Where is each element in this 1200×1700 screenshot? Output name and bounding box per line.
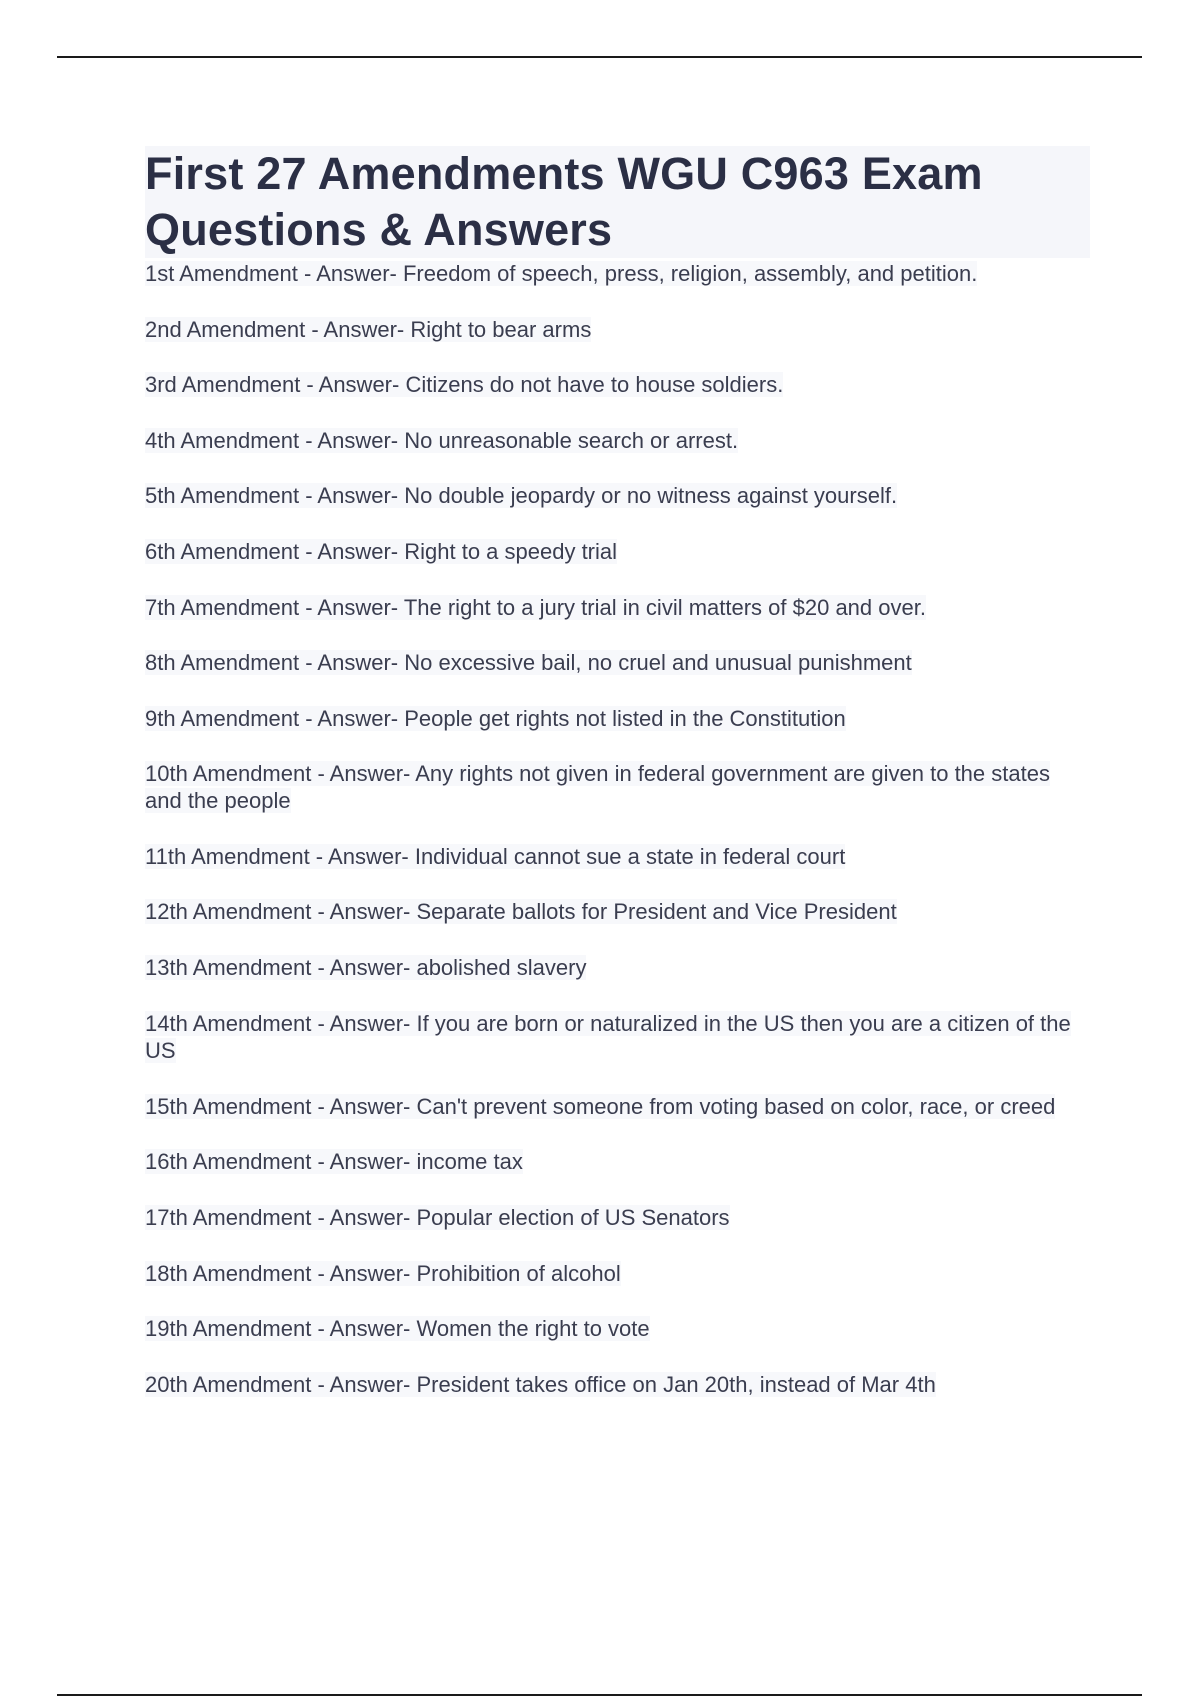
amendment-15-text: 15th Amendment - Answer- Can't prevent someone from voting based on color, race, or creed [145,1094,1056,1119]
amendment-18-text: 18th Amendment - Answer- Prohibition of alcohol [145,1261,621,1286]
list-item [145,316,1090,343]
amendment-7-text: 7th Amendment - Answer- The right to a jury trial in civil matters of $20 and over. [145,595,926,620]
amendment-10-text: 10th Amendment - Answer- Any rights not given in federal government are given to the states and the people [145,761,1050,813]
amendment-12-text: 12th Amendment - Answer- Separate ballots for President and Vice President [145,899,897,924]
list-item [145,1315,1090,1342]
list-item [145,260,1090,287]
list-item [145,594,1090,621]
amendment-2-text: 2nd Amendment - Answer- Right to bear arms [145,317,592,342]
amendment-1-text: 1st Amendment - Answer- Freedom of speech, press, religion, assembly, and petition. [145,261,978,286]
document-title [145,146,1090,258]
list-item [145,482,1090,509]
title-line-2: Questions & Answers [145,204,613,255]
list-item [145,538,1090,565]
amendment-8-text: 8th Amendment - Answer- No excessive bail, no cruel and unusual punishment [145,650,912,675]
amendment-13-text: 13th Amendment - Answer- abolished slavery [145,955,587,980]
amendment-19-text: 19th Amendment - Answer- Women the right to vote [145,1316,650,1341]
document-body [145,146,1090,1398]
amendment-16-text: 16th Amendment - Answer- income tax [145,1149,523,1174]
amendment-20-text: 20th Amendment - Answer- President takes office on Jan 20th, instead of Mar 4th [145,1372,936,1397]
amendment-4-text: 4th Amendment - Answer- No unreasonable search or arrest. [145,428,739,453]
list-item [145,1010,1090,1064]
list-item [145,705,1090,732]
title-line-1: First 27 Amendments WGU C963 Exam [145,148,983,199]
amendment-5-text: 5th Amendment - Answer- No double jeopardy or no witness against yourself. [145,483,898,508]
amendment-11-text: 11th Amendment - Answer- Individual cannot sue a state in federal court [145,844,846,869]
list-item [145,1093,1090,1120]
bottom-divider [57,1694,1142,1696]
amendment-17-text: 17th Amendment - Answer- Popular election of US Senators [145,1205,730,1230]
list-item [145,371,1090,398]
list-item [145,1204,1090,1231]
list-item [145,898,1090,925]
list-item [145,954,1090,981]
list-item [145,427,1090,454]
list-item [145,1148,1090,1175]
amendment-14-text: 14th Amendment - Answer- If you are born or naturalized in the US then you are a citizen of the US [145,1011,1071,1063]
list-item [145,843,1090,870]
amendment-6-text: 6th Amendment - Answer- Right to a speedy trial [145,539,618,564]
amendment-9-text: 9th Amendment - Answer- People get rights not listed in the Constitution [145,706,846,731]
amendment-list [145,260,1090,1398]
list-item [145,1371,1090,1398]
list-item [145,760,1090,814]
list-item [145,1260,1090,1287]
list-item [145,649,1090,676]
top-divider [57,56,1142,58]
amendment-3-text: 3rd Amendment - Answer- Citizens do not have to house soldiers. [145,372,784,397]
